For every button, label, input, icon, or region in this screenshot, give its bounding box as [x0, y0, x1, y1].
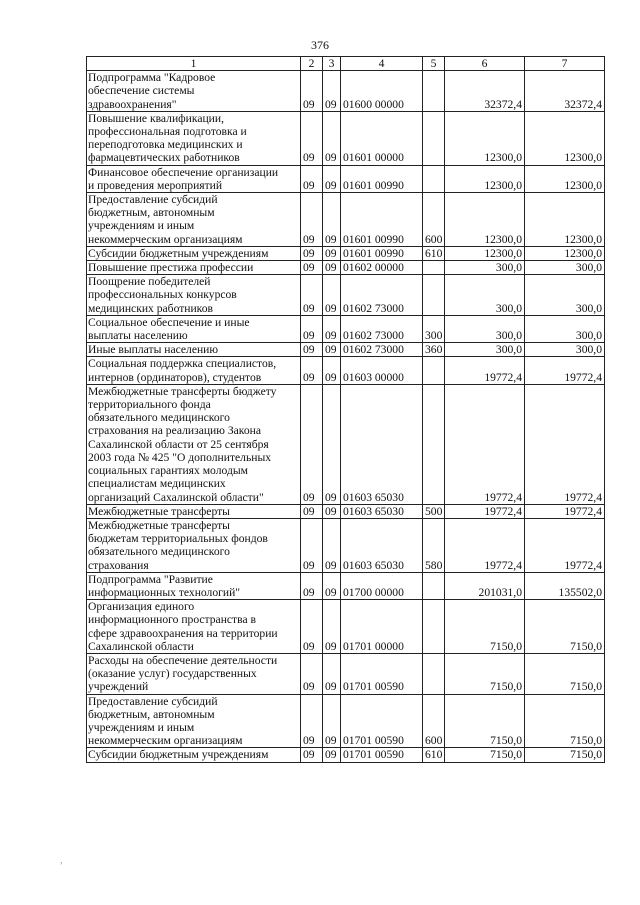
header-col-1: 1: [87, 57, 301, 71]
table-row: [87, 343, 605, 357]
table-row: [87, 518, 605, 572]
table-row: [87, 748, 605, 762]
row-name: Финансовое обеспечение организации и проведения мероприятий: [87, 165, 301, 192]
row-amount-2: 7150,0: [525, 653, 605, 694]
header-col-4: 4: [341, 57, 423, 71]
row-subsection: 09: [323, 653, 341, 694]
row-section: 09: [301, 600, 323, 654]
row-expense-type: 360: [423, 343, 445, 357]
row-section: 09: [301, 275, 323, 316]
row-section: 09: [301, 694, 323, 748]
page-number: 376: [311, 38, 329, 52]
row-target-article: 01603 65030: [341, 384, 423, 504]
table-header: [87, 57, 605, 71]
row-name: Предоставление субсидий бюджетным, автономным учреждениям и иным некоммерческим организациям: [87, 694, 301, 748]
row-target-article: 01602 73000: [341, 343, 423, 357]
row-name: Поощрение победителей профессиональных конкурсов медицинских работников: [87, 275, 301, 316]
header-col-5: 5: [423, 57, 445, 71]
row-amount-2: 7150,0: [525, 748, 605, 762]
table-row: [87, 71, 605, 112]
row-amount-2: 12300,0: [525, 193, 605, 247]
budget-table: [86, 56, 605, 763]
header-col-6: 6: [445, 57, 525, 71]
row-subsection: 09: [323, 246, 341, 260]
row-subsection: 09: [323, 71, 341, 112]
table-row: [87, 193, 605, 247]
row-amount-1: 7150,0: [445, 600, 525, 654]
header-col-7: 7: [525, 57, 605, 71]
row-amount-2: 12300,0: [525, 165, 605, 192]
row-amount-1: 12300,0: [445, 165, 525, 192]
row-subsection: 09: [323, 165, 341, 192]
row-amount-2: 300,0: [525, 315, 605, 342]
row-amount-1: 19772,4: [445, 357, 525, 384]
row-amount-2: 19772,4: [525, 384, 605, 504]
row-section: 09: [301, 572, 323, 599]
row-amount-2: 19772,4: [525, 357, 605, 384]
row-target-article: 01701 00590: [341, 748, 423, 762]
row-name: Субсидии бюджетным учреждениям: [87, 246, 301, 260]
row-name: Повышение квалификации, профессиональная подготовка и переподготовка медицинских и фармацевтических работников: [87, 111, 301, 165]
row-section: 09: [301, 748, 323, 762]
row-target-article: 01602 73000: [341, 275, 423, 316]
row-amount-2: 19772,4: [525, 518, 605, 572]
row-section: 09: [301, 653, 323, 694]
row-target-article: 01601 00990: [341, 246, 423, 260]
row-subsection: 09: [323, 748, 341, 762]
row-amount-1: 300,0: [445, 315, 525, 342]
row-expense-type: [423, 600, 445, 654]
row-name: Социальная поддержка специалистов, интернов (ординаторов), студентов: [87, 357, 301, 384]
row-amount-1: 19772,4: [445, 504, 525, 518]
row-amount-1: 19772,4: [445, 384, 525, 504]
row-expense-type: [423, 165, 445, 192]
row-amount-1: 7150,0: [445, 748, 525, 762]
row-expense-type: [423, 275, 445, 316]
row-subsection: 09: [323, 193, 341, 247]
row-amount-1: 300,0: [445, 275, 525, 316]
row-subsection: 09: [323, 518, 341, 572]
row-expense-type: [423, 261, 445, 275]
row-subsection: 09: [323, 600, 341, 654]
row-expense-type: [423, 653, 445, 694]
row-section: 09: [301, 165, 323, 192]
table-row: [87, 357, 605, 384]
row-target-article: 01603 65030: [341, 504, 423, 518]
row-amount-1: 19772,4: [445, 518, 525, 572]
row-amount-1: 300,0: [445, 261, 525, 275]
row-section: 09: [301, 384, 323, 504]
row-amount-1: 201031,0: [445, 572, 525, 599]
row-target-article: 01601 00000: [341, 111, 423, 165]
table-row: [87, 600, 605, 654]
row-amount-2: 7150,0: [525, 694, 605, 748]
header-row: [87, 57, 605, 71]
row-target-article: 01603 00000: [341, 357, 423, 384]
row-target-article: 01603 65030: [341, 518, 423, 572]
row-section: 09: [301, 246, 323, 260]
row-expense-type: [423, 111, 445, 165]
row-expense-type: 600: [423, 694, 445, 748]
row-expense-type: [423, 357, 445, 384]
row-name: Межбюджетные трансферты: [87, 504, 301, 518]
row-target-article: 01601 00990: [341, 193, 423, 247]
row-subsection: 09: [323, 694, 341, 748]
row-name: Подпрограмма "Кадровое обеспечение системы здравоохранения": [87, 71, 301, 112]
row-target-article: 01701 00590: [341, 694, 423, 748]
row-expense-type: [423, 384, 445, 504]
table-row: [87, 653, 605, 694]
row-amount-2: 7150,0: [525, 600, 605, 654]
row-amount-2: 12300,0: [525, 111, 605, 165]
table-row: [87, 261, 605, 275]
row-name: Межбюджетные трансферты бюджету территориального фонда обязательного медицинского страхования на реализацию Закона Сахалинской области от 25 сентября 2003 года № 425 "О дополнительных социальных гарантиях молодым специалистам медицинских организаций Сахалинской области": [87, 384, 301, 504]
row-expense-type: 580: [423, 518, 445, 572]
row-subsection: 09: [323, 343, 341, 357]
row-amount-1: 7150,0: [445, 694, 525, 748]
row-amount-1: 7150,0: [445, 653, 525, 694]
row-name: Организация единого информационного пространства в сфере здравоохранения на территории Сахалинской области: [87, 600, 301, 654]
row-name: Иные выплаты населению: [87, 343, 301, 357]
table-row: [87, 315, 605, 342]
row-section: 09: [301, 193, 323, 247]
row-name: Межбюджетные трансферты бюджетам территориальных фондов обязательного медицинского страхования: [87, 518, 301, 572]
row-amount-1: 12300,0: [445, 246, 525, 260]
row-amount-2: 300,0: [525, 261, 605, 275]
row-expense-type: 300: [423, 315, 445, 342]
row-name: Предоставление субсидий бюджетным, автономным учреждениям и иным некоммерческим организациям: [87, 193, 301, 247]
table-row: [87, 165, 605, 192]
row-section: 09: [301, 71, 323, 112]
row-section: 09: [301, 111, 323, 165]
row-amount-2: 19772,4: [525, 504, 605, 518]
row-expense-type: 610: [423, 748, 445, 762]
row-section: 09: [301, 504, 323, 518]
row-subsection: 09: [323, 504, 341, 518]
row-target-article: 01700 00000: [341, 572, 423, 599]
row-expense-type: [423, 572, 445, 599]
table-row: [87, 572, 605, 599]
row-amount-2: 32372,4: [525, 71, 605, 112]
row-expense-type: 500: [423, 504, 445, 518]
row-expense-type: [423, 71, 445, 112]
row-subsection: 09: [323, 111, 341, 165]
row-target-article: 01602 00000: [341, 261, 423, 275]
table-row: [87, 111, 605, 165]
row-amount-2: 300,0: [525, 343, 605, 357]
table-row: [87, 246, 605, 260]
scan-mark: ,: [60, 855, 63, 866]
table-row: [87, 275, 605, 316]
row-amount-1: 300,0: [445, 343, 525, 357]
row-section: 09: [301, 357, 323, 384]
row-subsection: 09: [323, 261, 341, 275]
row-amount-1: 32372,4: [445, 71, 525, 112]
row-amount-2: 135502,0: [525, 572, 605, 599]
row-subsection: 09: [323, 572, 341, 599]
row-section: 09: [301, 261, 323, 275]
table-row: [87, 694, 605, 748]
header-col-2: 2: [301, 57, 323, 71]
table-row: [87, 504, 605, 518]
row-name: Социальное обеспечение и иные выплаты населению: [87, 315, 301, 342]
row-subsection: 09: [323, 275, 341, 316]
row-name: Повышение престижа профессии: [87, 261, 301, 275]
row-target-article: 01602 73000: [341, 315, 423, 342]
row-name: Расходы на обеспечение деятельности (оказание услуг) государственных учреждений: [87, 653, 301, 694]
row-amount-1: 12300,0: [445, 193, 525, 247]
row-subsection: 09: [323, 357, 341, 384]
row-amount-1: 12300,0: [445, 111, 525, 165]
row-section: 09: [301, 343, 323, 357]
row-subsection: 09: [323, 315, 341, 342]
table-row: [87, 384, 605, 504]
row-target-article: 01701 00000: [341, 600, 423, 654]
table-body: [87, 71, 605, 762]
row-expense-type: 610: [423, 246, 445, 260]
row-target-article: 01701 00590: [341, 653, 423, 694]
row-target-article: 01600 00000: [341, 71, 423, 112]
header-col-3: 3: [323, 57, 341, 71]
row-name: Субсидии бюджетным учреждениям: [87, 748, 301, 762]
row-subsection: 09: [323, 384, 341, 504]
row-amount-2: 12300,0: [525, 246, 605, 260]
row-expense-type: 600: [423, 193, 445, 247]
row-name: Подпрограмма "Развитие информационных технологий": [87, 572, 301, 599]
row-amount-2: 300,0: [525, 275, 605, 316]
row-section: 09: [301, 315, 323, 342]
row-target-article: 01601 00990: [341, 165, 423, 192]
row-section: 09: [301, 518, 323, 572]
